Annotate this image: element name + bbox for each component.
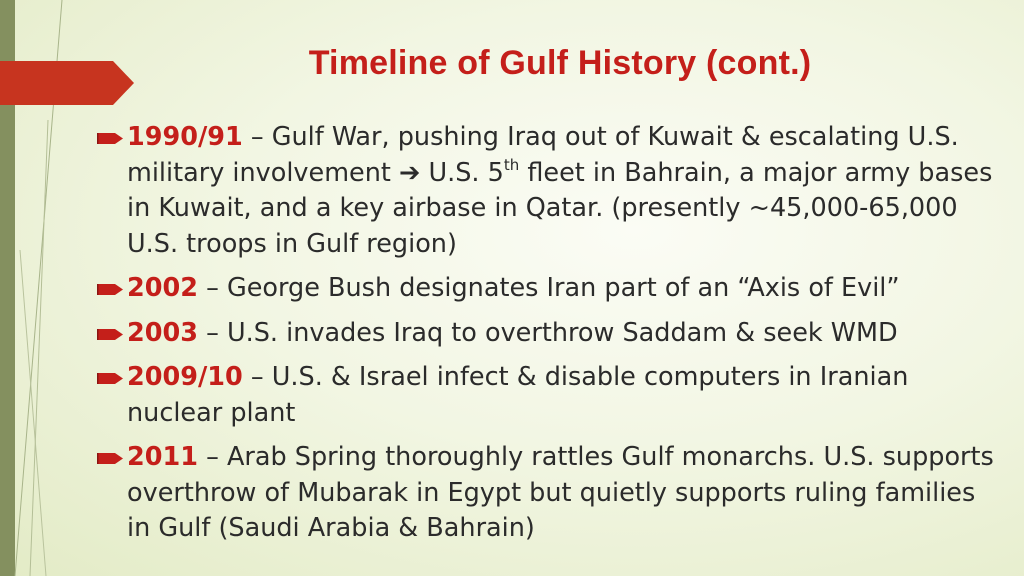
timeline-text: – Arab Spring thoroughly rattles Gulf monarchs. U.S. supports overthrow of Mubarak in Egypt but quietly supports ruling families in Gulf (Saudi Arabia & Bahrain): [127, 442, 994, 543]
timeline-year: 2011: [127, 442, 198, 472]
timeline-year: 2009/10: [127, 362, 243, 392]
list-item: [97, 360, 997, 431]
list-item: [97, 120, 997, 262]
timeline-year: 1990/91: [127, 122, 243, 152]
pencil-bullet-icon: [97, 328, 123, 341]
timeline-text: fleet in Bahrain, a major army bases in Kuwait, and a key airbase in Qatar. (presently ~45,000-65,000 U.S. troops in Gulf region): [127, 157, 993, 259]
slide-title: Timeline of Gulf History (cont.): [308, 44, 812, 82]
pencil-bullet-icon: [97, 283, 123, 296]
list-item: [97, 271, 997, 307]
timeline-year: 2003: [127, 317, 198, 348]
pencil-bullet-icon: [97, 452, 123, 465]
pencil-bullet-icon: [97, 132, 123, 145]
timeline-year: 2002: [127, 273, 198, 303]
list-item: [97, 440, 997, 547]
timeline-text: – Gulf War, pushing Iraq out of Kuwait & escalating U.S. military involvement: [127, 122, 959, 188]
pencil-bullet-icon: [97, 372, 123, 385]
timeline-text: U.S. 5: [420, 157, 504, 188]
title-arrow-shape: [0, 61, 136, 106]
timeline-list: [97, 120, 997, 556]
list-item: [97, 316, 997, 352]
ordinal-suffix: th: [503, 156, 520, 174]
timeline-text: – U.S. & Israel infect & disable computers in Iranian nuclear plant: [127, 362, 909, 428]
timeline-text: – U.S. invades Iraq to overthrow Saddam & seek WMD: [197, 317, 898, 348]
timeline-text: – George Bush designates Iran part of an “Axis of Evil”: [197, 273, 900, 303]
right-arrow-icon: ➔: [399, 157, 421, 188]
